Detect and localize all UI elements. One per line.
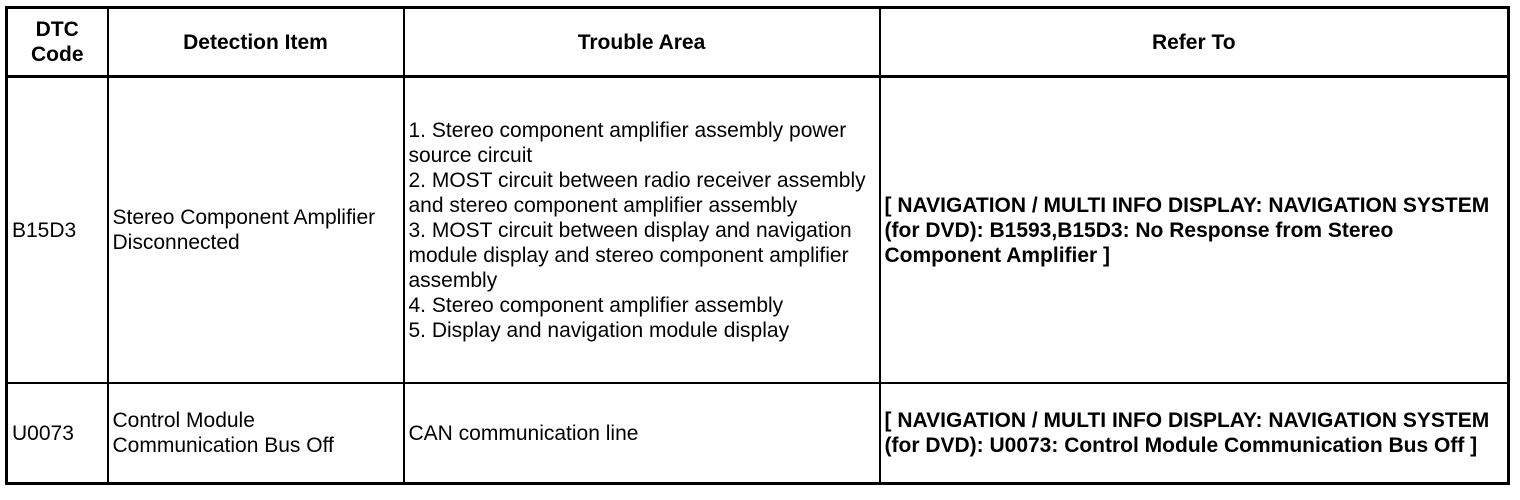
detection-item-cell: Control Module Communication Bus Off: [108, 383, 404, 484]
refer-to-link[interactable]: [ NAVIGATION / MULTI INFO DISPLAY: NAVIGATION SYSTEM (for DVD): B1593,B15D3: No Response from Stereo Component Amplifier ]: [880, 77, 1509, 384]
header-dtc-code: DTC Code: [7, 8, 108, 77]
trouble-area-cell: [404, 383, 880, 484]
header-refer-to: Refer To: [880, 8, 1509, 77]
trouble-area-item: 5. Display and navigation module display: [408, 318, 790, 342]
dtc-code-cell: U0073: [7, 383, 108, 484]
header-detection-item: Detection Item: [108, 8, 404, 77]
header-trouble-area: Trouble Area: [404, 8, 880, 77]
detection-item-cell: Stereo Component Amplifier Disconnected: [108, 77, 404, 384]
trouble-area-item: 1. Stereo component amplifier assembly power source circuit: [408, 118, 847, 167]
table-row: [7, 77, 1509, 384]
table-header-row: [7, 8, 1509, 77]
trouble-area-item: CAN communication line: [408, 421, 639, 445]
table-row: [7, 383, 1509, 484]
trouble-area-cell: [404, 77, 880, 384]
trouble-area-item: 2. MOST circuit between radio receiver assembly and stereo component amplifier assembly: [408, 168, 866, 217]
trouble-area-item: 3. MOST circuit between display and navigation module display and stereo component amplifier assembly: [408, 218, 852, 292]
dtc-table: [5, 6, 1510, 485]
dtc-code-cell: B15D3: [7, 77, 108, 384]
trouble-area-item: 4. Stereo component amplifier assembly: [408, 293, 784, 317]
refer-to-link[interactable]: [ NAVIGATION / MULTI INFO DISPLAY: NAVIGATION SYSTEM (for DVD): U0073: Control Module Communication Bus Off ]: [880, 383, 1509, 484]
